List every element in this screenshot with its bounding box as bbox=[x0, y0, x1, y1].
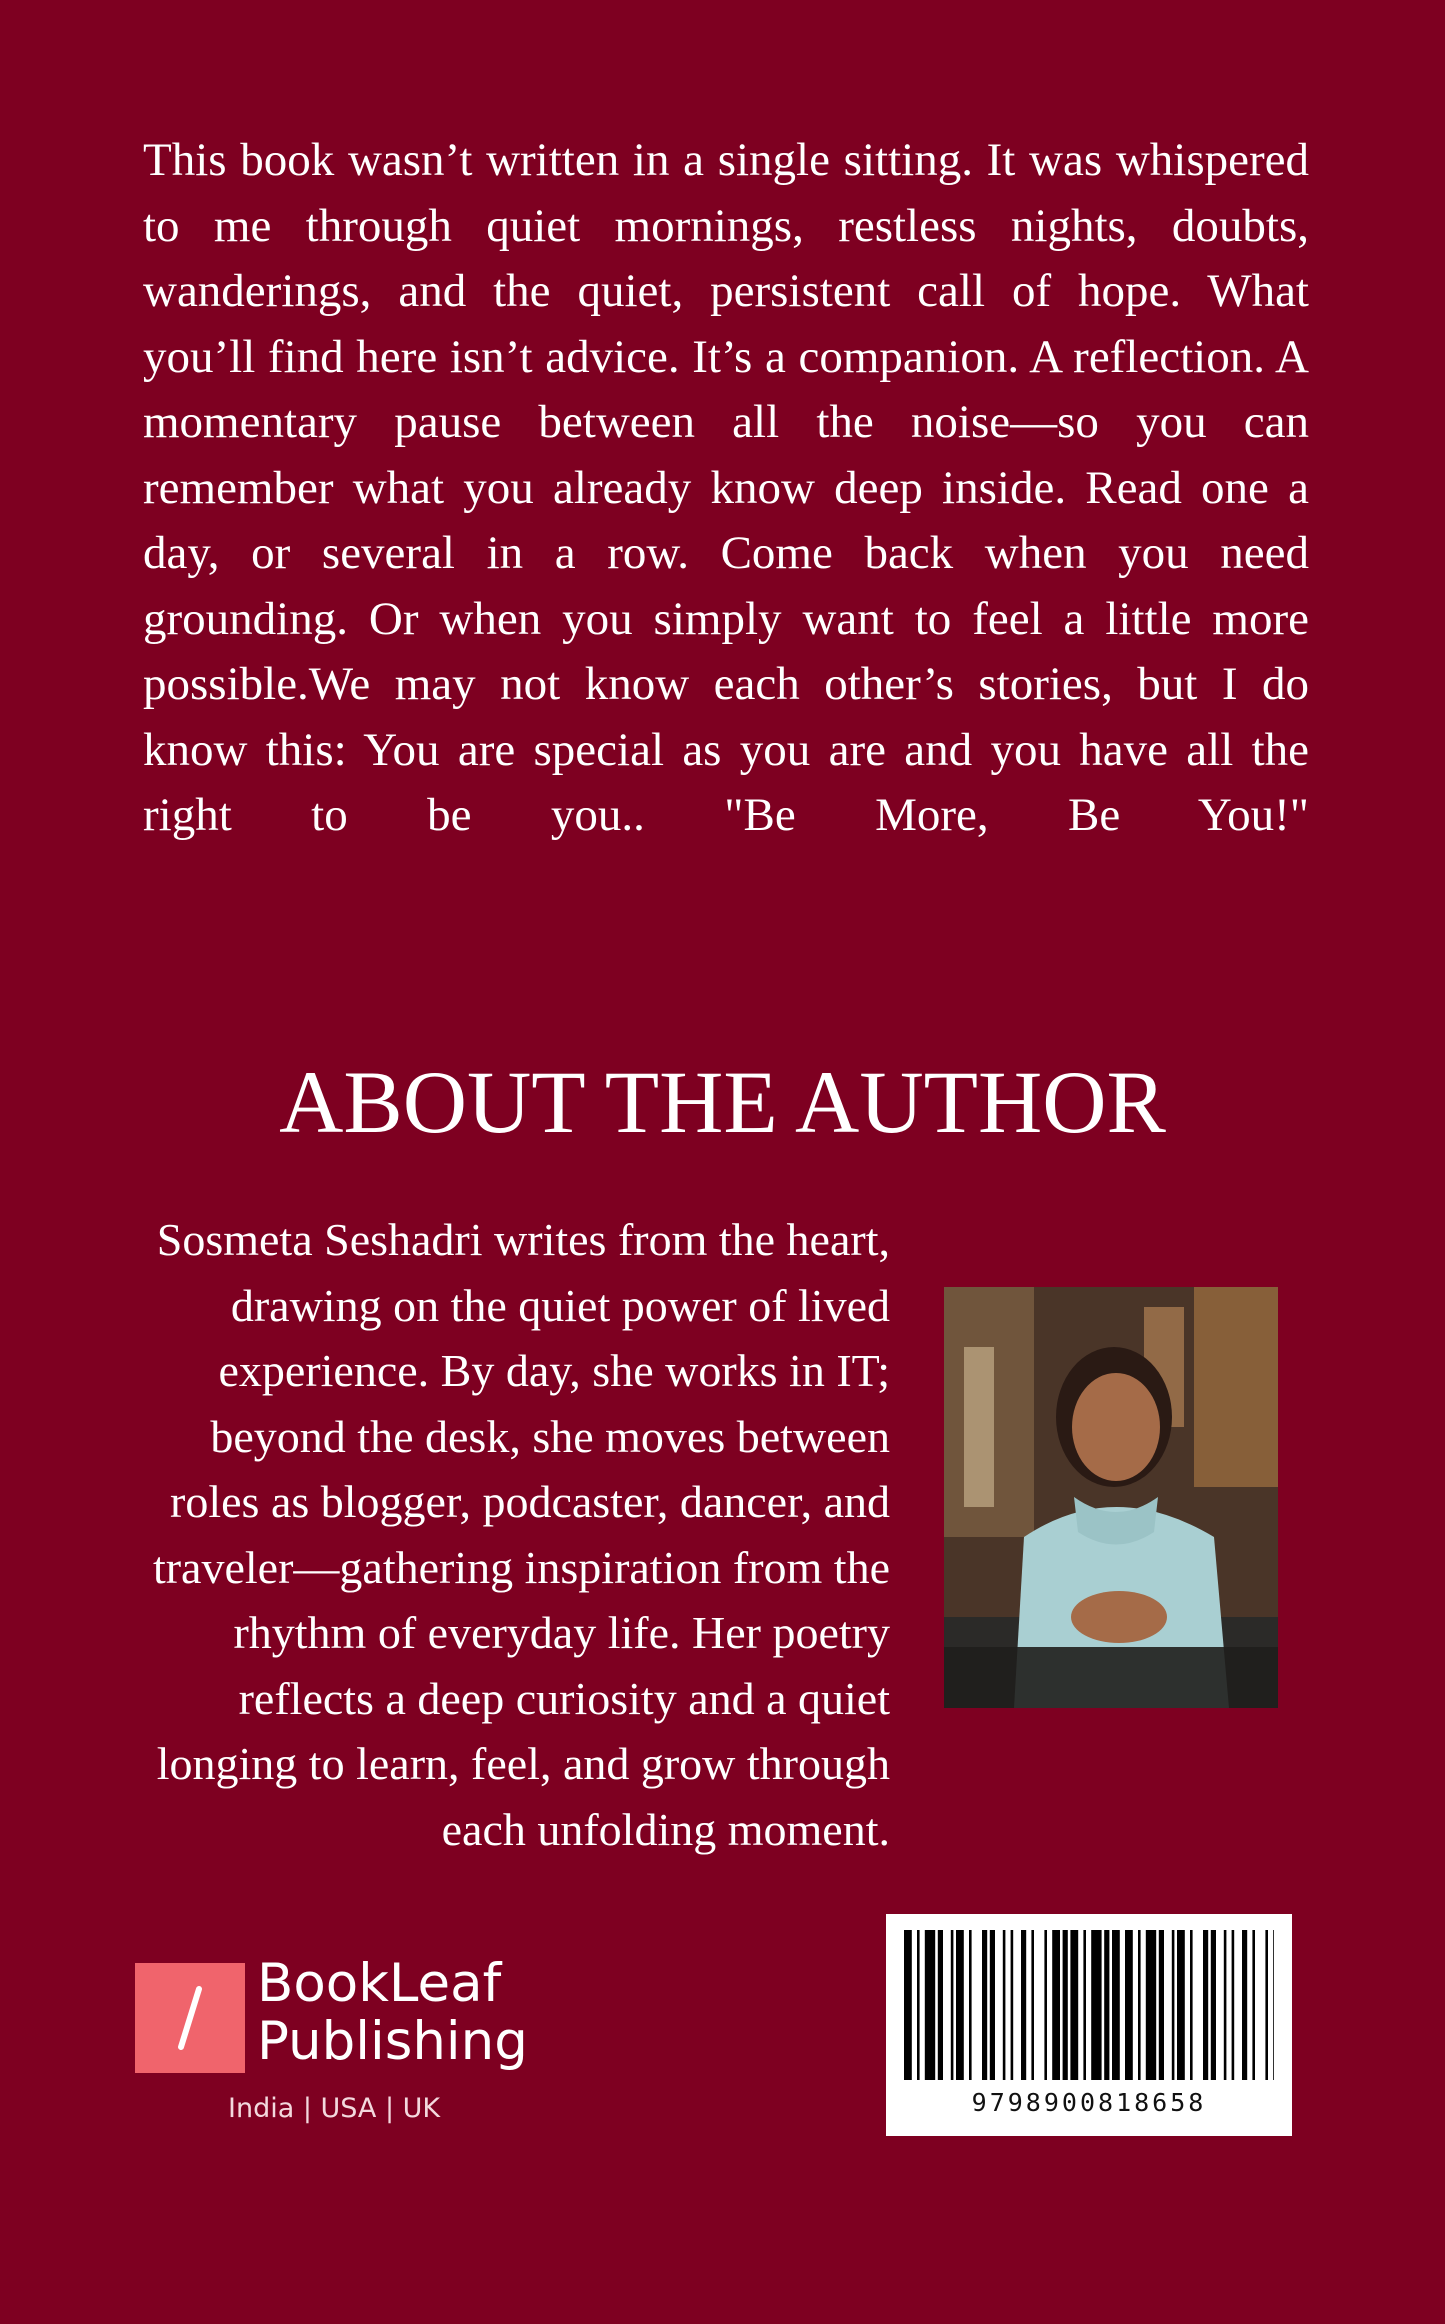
barcode-bars-icon bbox=[904, 1930, 1274, 2080]
author-bio: Sosmeta Seshadri writes from the heart, drawing on the quiet power of lived experience. By day, she works in IT; beyond the desk, she moves between roles as blogger, podcaster, dancer, and traveler—gathering inspiration from the rhythm of everyday life. Her poetry reflects a deep curiosity and a quiet longing to learn, feel, and grow through each unfolding moment. bbox=[152, 1214, 890, 1855]
publisher-regions: India | USA | UK bbox=[228, 2093, 441, 2124]
publisher-name-line2: Publishing bbox=[257, 2011, 528, 2072]
author-portrait-icon bbox=[944, 1287, 1278, 1708]
author-photo bbox=[944, 1287, 1278, 1708]
isbn-number: 9798900818658 bbox=[971, 2088, 1207, 2117]
about-author-heading: ABOUT THE AUTHOR bbox=[279, 1054, 1166, 1152]
publisher-name bbox=[257, 1955, 528, 2071]
publisher-name-line1: BookLeaf bbox=[257, 1953, 502, 2014]
book-blurb: This book wasn’t written in a single sitting. It was whispered to me through quiet mornings, restless nights, doubts, wanderings, and the quiet, persistent call of hope. What you’ll find here isn’t advice. It’s a companion. A reflection. A momentary pause between all the noise—so you can remember what you already know deep inside. Read one a day, or several in a row. Come back when you need grounding. Or when you simply want to feel a little more possible.We may not know each other’s stories, but I do know this: You are special as you are and you have all the right to be you.. "Be More, Be You!" bbox=[143, 134, 1309, 841]
isbn-barcode bbox=[886, 1914, 1292, 2136]
bookleaf-logo-icon bbox=[135, 1963, 245, 2073]
